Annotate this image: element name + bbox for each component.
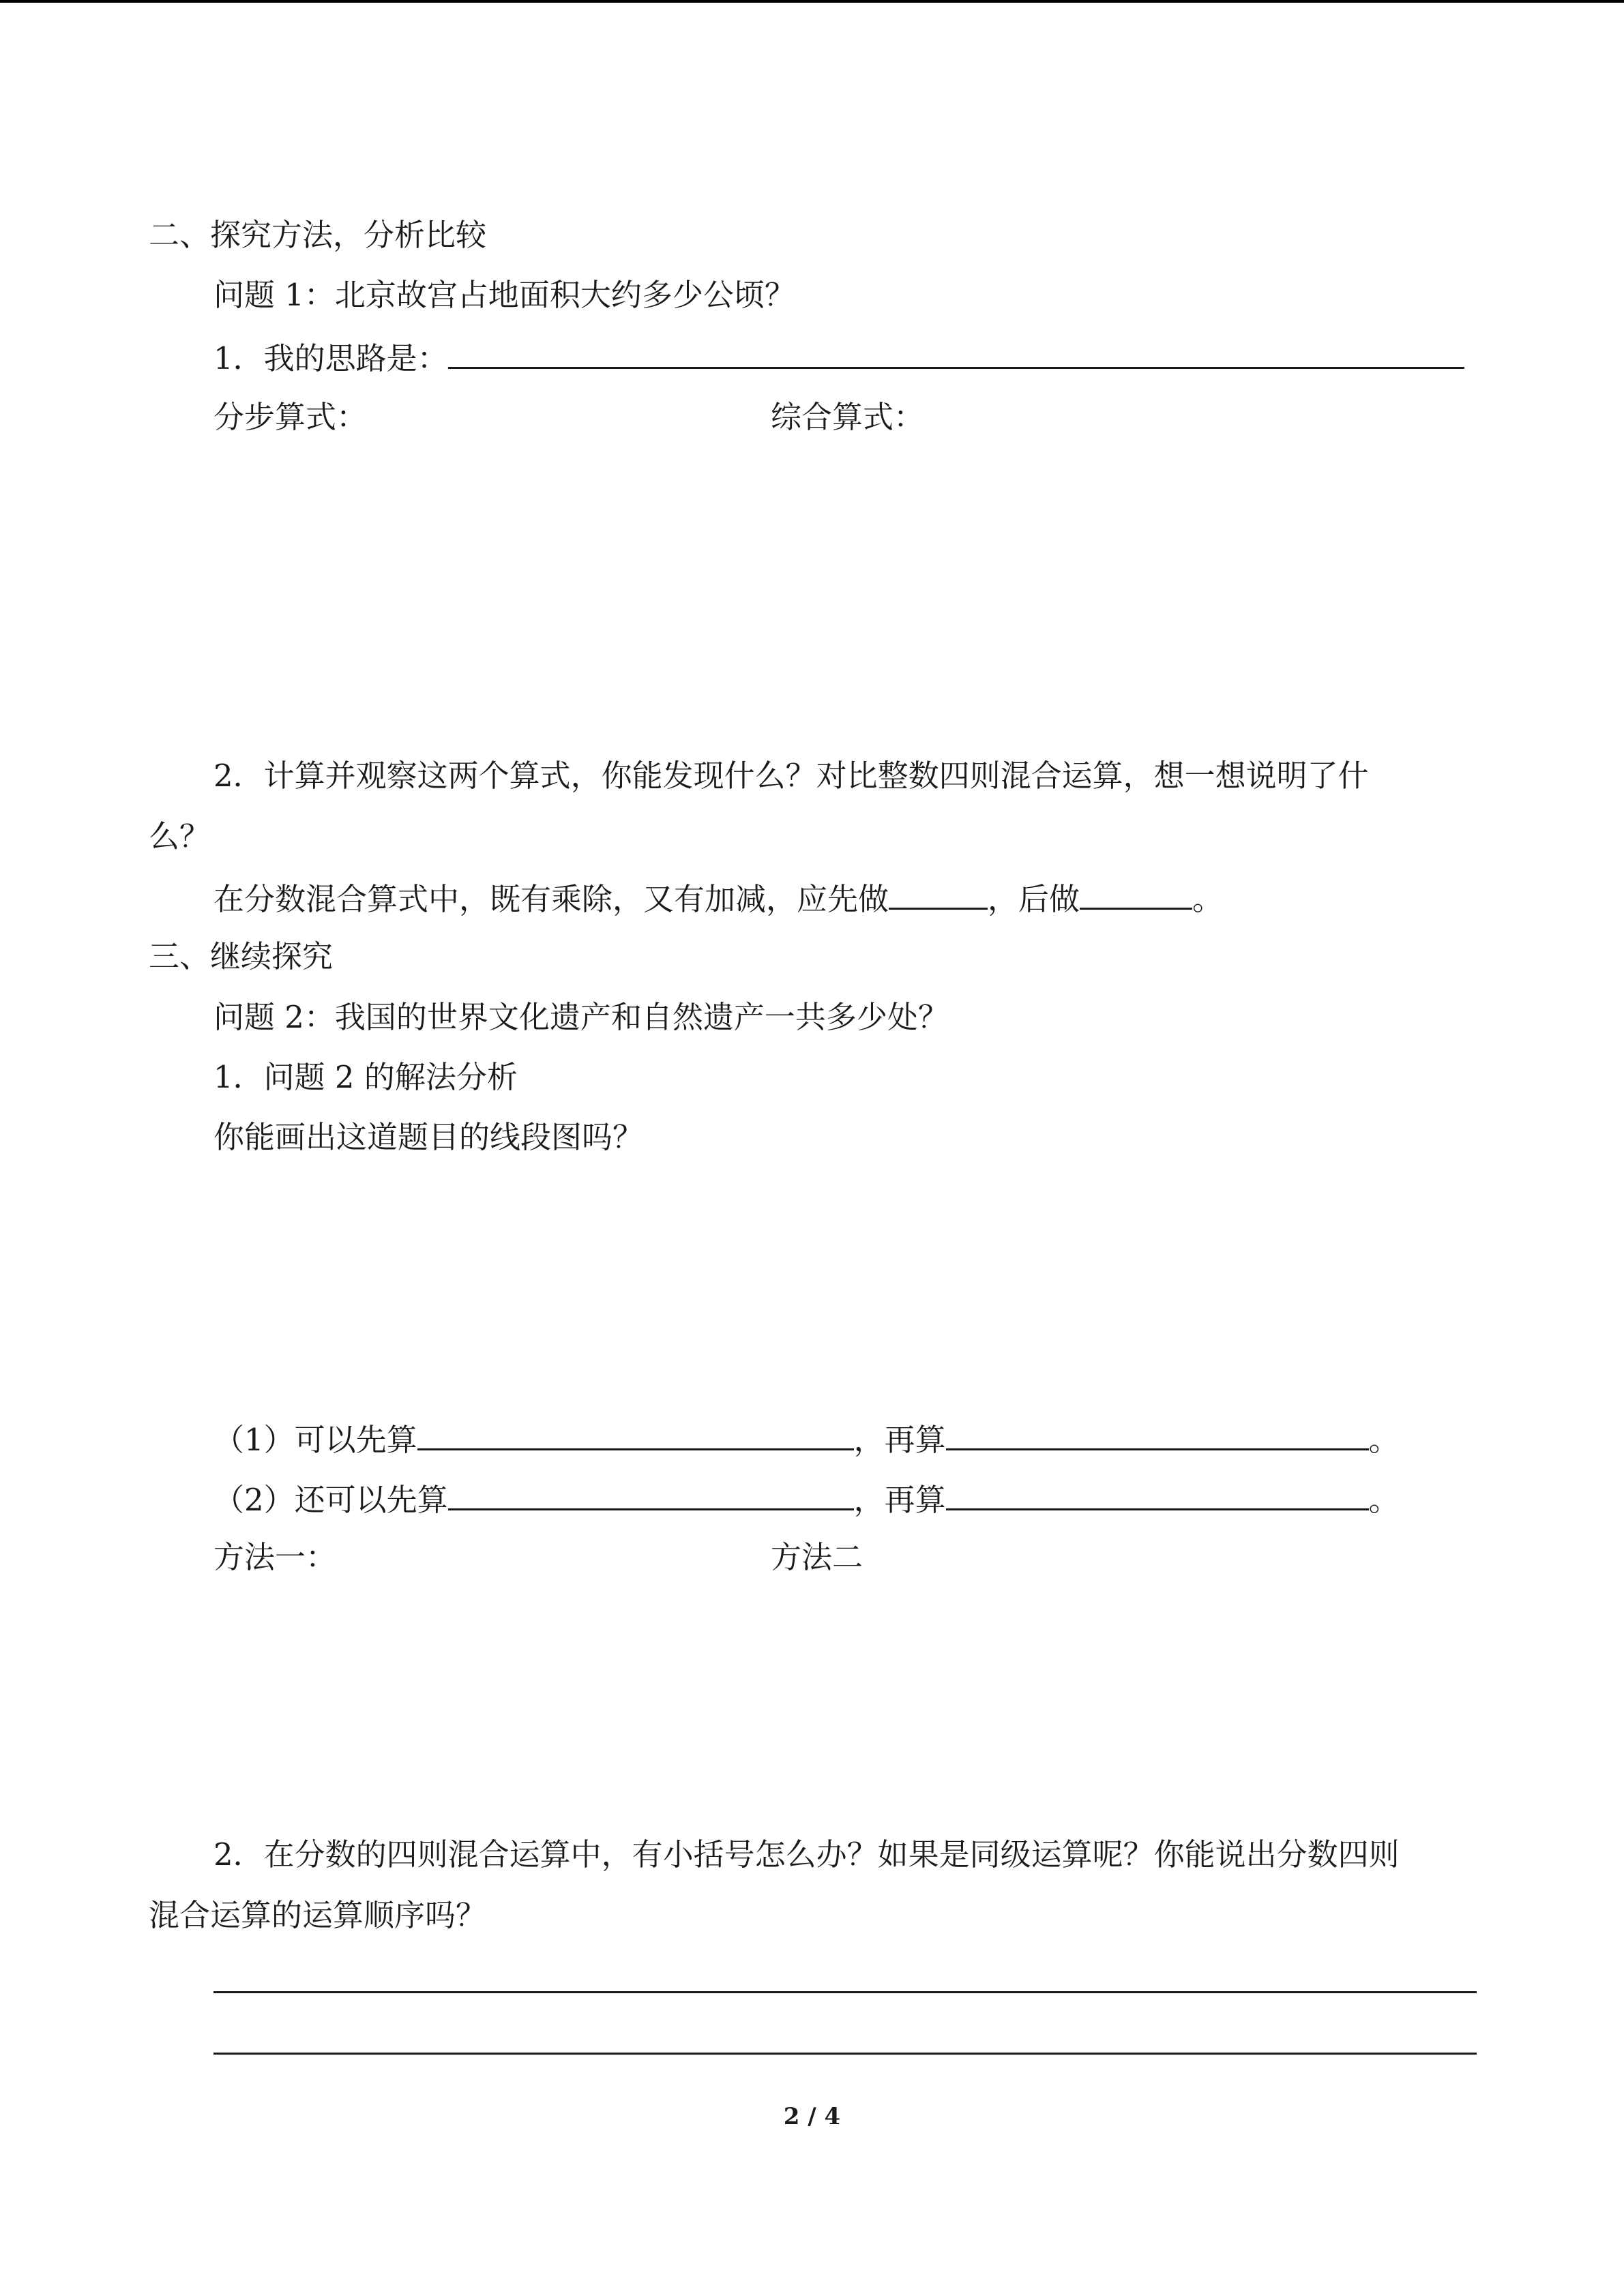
solution-analysis-label: 1．问题 2 的解法分析 <box>213 1059 518 1095</box>
thinking-label: 1．我的思路是： <box>213 340 448 376</box>
first-operation-blank[interactable] <box>889 876 988 910</box>
item2-order-question-line2: 混合运算的运算顺序吗？ <box>149 1897 487 1933</box>
thinking-answer-blank[interactable] <box>448 336 1464 369</box>
section3-heading: 三、继续探究 <box>149 938 334 974</box>
operation-order-text-b: ，后做 <box>988 881 1080 917</box>
question2-text: 问题 2：我国的世界文化遗产和自然遗产一共多少处？ <box>213 999 949 1035</box>
item2-question-line2: 么？ <box>149 818 211 854</box>
option2-text-b: ，再算 <box>853 1482 946 1518</box>
option2-row <box>213 1477 1400 1521</box>
answer-line-2[interactable] <box>213 2053 1477 2055</box>
option2-text-c: 。 <box>1368 1482 1400 1518</box>
operation-order-row <box>213 876 1223 920</box>
second-operation-blank[interactable] <box>1080 876 1192 910</box>
option2-second-blank[interactable] <box>946 1477 1369 1510</box>
option1-first-blank[interactable] <box>417 1417 854 1450</box>
answer-line-1[interactable] <box>213 1991 1477 1993</box>
top-border-rule <box>0 0 1624 3</box>
option1-second-blank[interactable] <box>946 1417 1369 1450</box>
operation-order-text-c: 。 <box>1192 881 1224 917</box>
option1-row <box>213 1417 1400 1461</box>
section2-heading: 二、探究方法，分析比较 <box>149 217 487 253</box>
line-diagram-prompt: 你能画出这道题目的线段图吗？ <box>213 1119 644 1155</box>
option2-text-a: （2）还可以先算 <box>213 1482 448 1518</box>
combined-label: 综合算式： <box>771 399 925 435</box>
option2-first-blank[interactable] <box>448 1477 854 1510</box>
option1-text-b: ，再算 <box>853 1422 946 1458</box>
stepwise-label: 分步算式： <box>213 399 368 435</box>
item2-question-line1: 2．计算并观察这两个算式，你能发现什么？对比整数四则混合运算，想一想说明了什 <box>213 758 1369 794</box>
method1-label: 方法一： <box>213 1539 337 1575</box>
item2-order-question-line1: 2．在分数的四则混合运算中，有小括号怎么办？如果是同级运算呢？你能说出分数四则 <box>213 1836 1400 1873</box>
option1-text-a: （1）可以先算 <box>213 1422 417 1458</box>
operation-order-text-a: 在分数混合算式中，既有乘除，又有加减，应先做 <box>213 881 889 917</box>
question1-text: 问题 1：北京故宫占地面积大约多少公顷？ <box>213 277 795 313</box>
option1-text-c: 。 <box>1368 1422 1400 1458</box>
method2-label: 方法二 <box>771 1539 863 1575</box>
thinking-row <box>213 336 1464 379</box>
page-number: 2 / 4 <box>783 2103 841 2130</box>
